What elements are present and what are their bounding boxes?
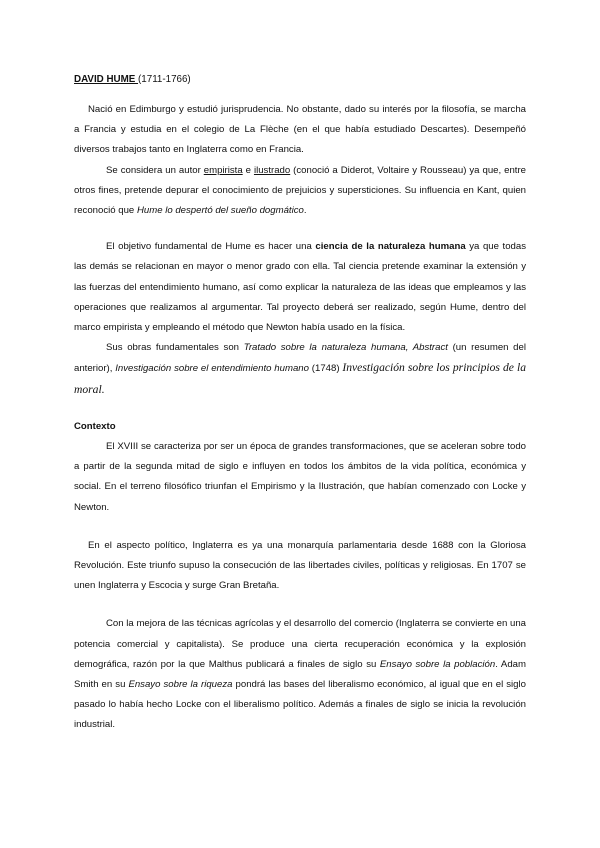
text-span: (1748) [308,363,343,375]
text-span: (conoció a Diderot, Voltaire y Rousseau) ya que, entre otros fines, pretende depurar el conocimiento de prejuicios y supersticiones. Su influencia en Kant, quien reconoció que [74,164,526,217]
work-investigacion-moral: Investigación sobre los principios de la moral. [74,361,526,396]
author-years: (1711-1766) [138,74,191,85]
text-span: ya que todas las demás se relacionan en mayor o menor grado con ella. Tal ciencia pretende examinar la extensión y las fuerzas del entendimiento humano, así como explicar la naturaleza de las ideas que empleamos y las operaciones que realizamos al argumentar. Tal proyecto deberá ser realizado, según Hume, dentro del marco empirista y empleando el método que Newton había usado en la física. [74,241,527,334]
text-span: pondrá las bases del liberalismo económico, al igual que en el siglo pasado lo había hecho Locke con el liberalismo político. Además a finales de siglo se inicia la revolución industrial. [74,679,526,731]
text-span: El objetivo fundamental de Hume es hacer una [106,241,316,253]
author-name: DAVID HUME [74,74,139,85]
kant-quote: Hume lo despertó del sueño dogmático [136,205,304,217]
term-ciencia-naturaleza-humana: ciencia de la naturaleza humana [315,241,466,253]
text-span: . Adam Smith en su [74,658,526,691]
paragraph-context-economic [74,614,526,735]
document-page [74,70,526,736]
work-investigacion-entendimiento: Investigación sobre el entendimiento humano [115,363,309,375]
term-ilustrado: ilustrado [253,164,291,176]
paragraph-biography: Nació en Edimburgo y estudió jurisprudencia. No obstante, dado su interés por la filosofía, se marcha a Francia y estudia en el colegio de La Flèche (en el que había estudiado Descartes). Desempeñó diversos trabajos tanto en Inglaterra como en Francia. [74,104,526,156]
text-span: Sus obras fundamentales son [106,342,244,354]
text-span: Se considera un autor [106,164,204,176]
work-smith: Ensayo sobre la riqueza [128,679,233,691]
section-heading-contexto: Contexto [74,420,116,432]
paragraph-influence [74,161,526,222]
document-title [74,70,526,90]
text-span: Con la mejora de las técnicas agrícolas y el desarrollo del comercio (Inglaterra se convierte en una potencia comercial y capitalista). Se produce una cierta recuperación económica y la explosión demográfica, razón por la que Malthus publicará a finales de siglo su [74,618,526,670]
text-span: . [303,205,307,217]
paragraph-context-century: El XVIII se caracteriza por ser un época de grandes transformaciones, que se aceleran sobre todo a partir de la segunda mitad de siglo e influyen en todos los ámbitos de la vida política, económica y social. En el terreno filosófico triunfan el Empirismo y la Ilustración, que habían comenzado con Locke y Newton. [74,441,526,513]
paragraph-objective [74,237,526,338]
paragraph-context-political: En el aspecto político, Inglaterra es ya una monarquía parlamentaria desde 1688 con la Gloriosa Revolución. Este triunfo supuso la consecución de las libertades civiles, políticas y religiosas. En 1707 se unen Inglaterra y Escocia y surge Gran Bretaña. [74,539,526,592]
paragraph-works [74,338,526,401]
text-span: (un resumen del anterior), [74,342,526,375]
work-tratado: Tratado sobre la naturaleza humana, Abstract [243,342,448,354]
term-empirista: empirista [203,164,243,176]
work-malthus: Ensayo sobre la población [379,658,496,670]
text-span: e [242,164,254,176]
